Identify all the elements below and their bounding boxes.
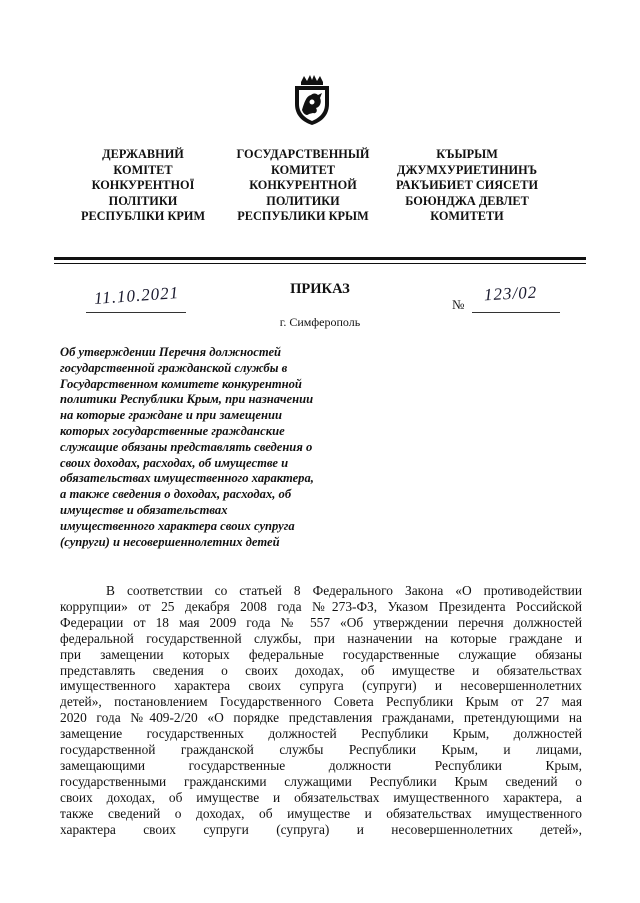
body-line: детей», постановлением Государственного Совета Республики Крым от 27 мая bbox=[60, 694, 582, 710]
header-line: ДЕРЖАВНИЙ bbox=[102, 147, 184, 161]
header-line: ГОСУДАРСТВЕННЫЙ bbox=[236, 147, 370, 161]
header-line: КОМИТЕТ bbox=[271, 162, 335, 177]
header-crimean-tatar bbox=[382, 147, 552, 225]
header-line: ДЖУМХУРИЕТИНИНЪ bbox=[396, 162, 538, 177]
header-line: КОНКУРЕНТНОЙ bbox=[249, 178, 357, 193]
body-line: также сведений о доходах, об имуществе и обязательствах имущественного bbox=[60, 805, 582, 821]
body-line: замещающими государственные должности Республики Крым, bbox=[60, 757, 582, 773]
subject-line: имущественного характера своих супруга bbox=[60, 518, 295, 533]
body-line: своих доходах, об имуществе и обязательствах имущественного характера, а bbox=[60, 789, 582, 805]
body-line: характера своих супруги (супруга) и несовершеннолетних детей», bbox=[60, 821, 582, 837]
header-line: РЕСПУБЛІКИ КРИМ bbox=[80, 209, 206, 224]
body-line: коррупции» от 25 декабря 2008 года №273-ФЗ, Указом Президента Российской bbox=[60, 598, 582, 614]
subject-line: (супруги) и несовершеннолетних детей bbox=[60, 534, 280, 549]
body-line: замещение государственных должностей Республики Крым, должностей bbox=[60, 726, 582, 742]
subject-line: обязательствах имущественного характера, bbox=[60, 471, 314, 486]
subject-line: служащие обязаны представлять сведения о bbox=[60, 439, 313, 454]
header-divider-thin bbox=[54, 263, 586, 264]
header-divider-thick bbox=[54, 257, 586, 260]
date-underline bbox=[86, 312, 186, 313]
subject-line: Об утверждении Перечня должностей bbox=[60, 345, 282, 359]
header-ukrainian bbox=[58, 147, 228, 225]
body-line: федеральной государственной службы, при назначении на которые граждане и bbox=[60, 630, 582, 646]
subject-line: Государственном комитете конкурентной bbox=[60, 376, 302, 391]
header-line: КОНКУРЕНТНОЇ bbox=[91, 178, 195, 193]
header-line: РАКЪИБИЕТ СИЯСЕТИ bbox=[395, 178, 539, 193]
header-line: БОЮНДЖА ДЕВЛЕТ bbox=[405, 193, 529, 208]
order-number-handwritten: 123/02 bbox=[483, 282, 538, 305]
order-number-label: № bbox=[452, 297, 465, 312]
body-line: В соответствии со статьей 8 Федерального Закона «О противодействии bbox=[106, 583, 582, 598]
body-line: представлять сведения о своих доходах, об имуществе и обязательствах bbox=[60, 662, 582, 678]
header-line: РЕСПУБЛИКИ КРЫМ bbox=[237, 209, 369, 224]
subject-line: имуществе и обязательствах bbox=[60, 502, 228, 517]
body-line: имущественного характера своих супруга (супруги) и несовершеннолетних bbox=[60, 678, 582, 694]
header-line: КЪЫРЫМ bbox=[436, 147, 498, 161]
header-line: ПОЛИТИКИ bbox=[266, 193, 340, 208]
subject-line: политики Республики Крым, при назначении bbox=[60, 392, 314, 407]
order-city: г. Симферополь bbox=[279, 315, 361, 329]
header-russian bbox=[218, 147, 388, 225]
header-line: ПОЛІТИКИ bbox=[108, 193, 178, 208]
body-line: государственными гражданскими служащими Республики Крым сведений о bbox=[60, 773, 582, 789]
subject-line: своих доходах, расходах, об имуществе и bbox=[60, 455, 289, 470]
body-line: государственной гражданской службы Республики Крым, и лицами, bbox=[60, 742, 582, 758]
order-date-handwritten: 11.10.2021 bbox=[93, 283, 180, 308]
order-subject bbox=[60, 345, 390, 550]
header-line: КОМІТЕТ bbox=[113, 162, 173, 177]
body-line: Федерации от 18 мая 2009 года № 557 «Об утверждении перечня должностей bbox=[60, 614, 582, 630]
subject-line: которых государственные гражданские bbox=[60, 423, 285, 438]
subject-line: государственной гражданской службы в bbox=[60, 360, 288, 375]
body-line: при замещении которых федеральные государственные служащие обязаны bbox=[60, 646, 582, 662]
body-line: 2020 года №409-2/20 «О порядке представления гражданами, претендующими на bbox=[60, 710, 582, 726]
subject-line: а также сведения о доходах, расходах, об bbox=[60, 487, 292, 502]
number-underline bbox=[472, 312, 560, 313]
order-title: ПРИКАЗ bbox=[290, 281, 350, 297]
order-body bbox=[60, 583, 582, 838]
header-line: КОМИТЕТИ bbox=[430, 209, 504, 224]
subject-line: на которые граждане и при замещении bbox=[60, 408, 282, 423]
crimea-coat-of-arms-icon bbox=[289, 74, 335, 126]
